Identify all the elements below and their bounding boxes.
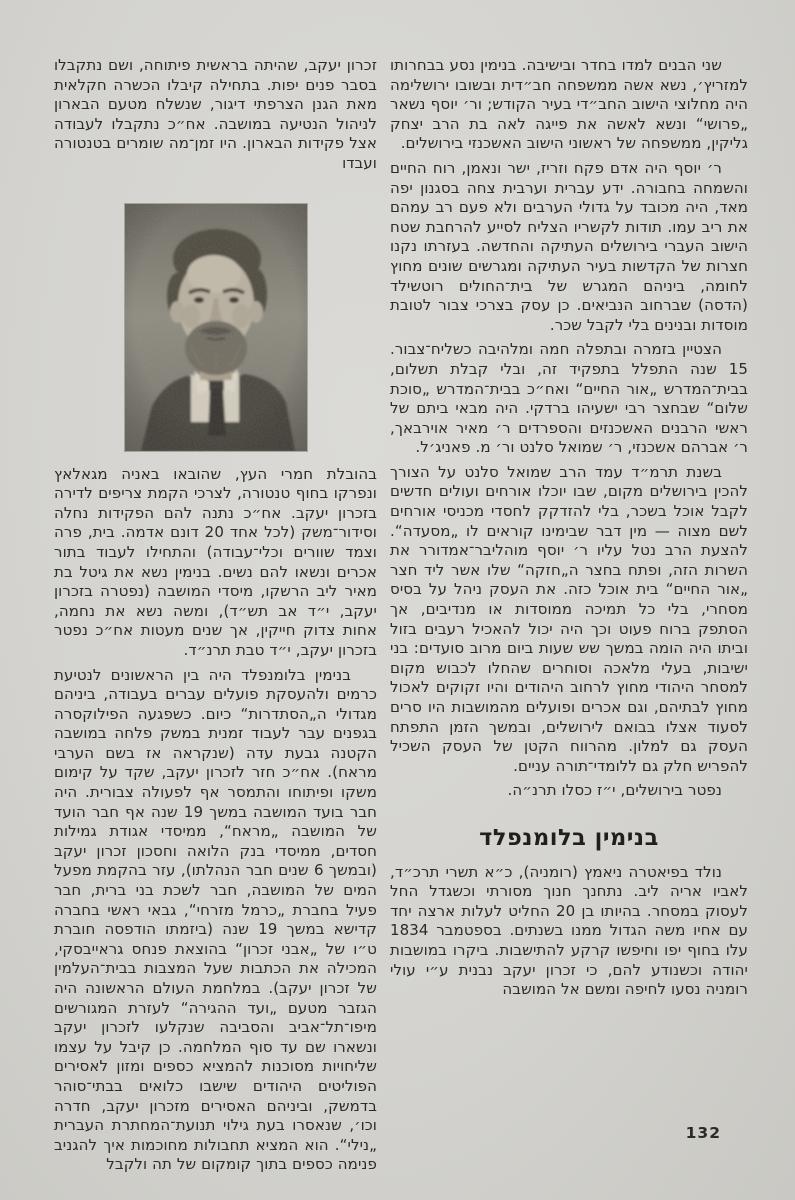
paragraph: ר׳ יוסף היה אדם פקח וזריז, ישר ונאמן, רוח החיים והשמחה בחבורה. ידע עברית וערבית צחה בסגנון יפה מאד, היה מכובד על גדולי הערבים ולא פעם רב עמהם את ריב עמו. תודות לקשריו הצליח לסייע להרחבת שטח הישוב העברי בירושלים העתיקה והחדשה. בעזרתו נקנו חצרות של הקדשות בעיר העתיקה ומגרשים שונים מחוץ לחומה, ביניהם המגרש של בית־החולים רוטשילד (הדסה) שברחוב הנביאים. כן עסק בצרכי צבור לטובת מוסדות ובנינים בלי לקבל שכר.	[390, 158, 748, 334]
paragraph: בנימין בלומנפלד היה בין הראשונים לנטיעת כרמים ולהעסקת פועלים עברים בעבודה, ביניהם מגדולי ה„הסתדרות“ כיום. כשפגעה הפילוקסרה בגפנים עבר לעבוד זמנית במשק פלחה במושבה הקטנה גבעת עדה (שנקראה אז בשם הערבי מראח). אח״כ חזר לזכרון יעקב, שקד על קימום משקו ופיתוחו והתמסר אף לפעולה צבורית. היה חבר בועד המושבה במשך 19 שנה אף חבר הועד של המושבה „מראח“, ממיסדי אגודת גמילות חסדים, ממיסדי בנק הלואה וחסכון זכרון יעקב (ובמשך 6 שנים חבר הנהלתו), עזר בהקמת מפעל המים של המושבה, חבר לשכת בני ברית, חבר פעיל בחברת „כרמל מזרחי“, גבאי ראשי בחברה קדישא במשך 19 שנה (ביזמתו הודפסה חוברת ט״ו של „אבני זכרון“ בהוצאת פנחס גראייבסקי, המכילה את הכתבות שעל המצבות בבית־העלמין של זכרון יעקב). במלחמת העולם הראשונה היה הגזבר מטעם „ועד ההגירה“ לעזרת המגורשים מיפו־תל־אביב והסביבה שנקלעו לזכרון יעקב ונשארו שם עד סוף המלחמה. כן קיבל על עצמו שליחויות מסוכנות להמציא כספים ומזון לאסירים הפוליטים היהודים שישבו כלואים בבתי־סוהר בדמשק, וביניהם האסירים מזכרון יעקב, חדרה וכו׳, שנאסרו בעת גילוי תנועת־המחתרת העברית „נילי“. הוא המציא תחבולות מחוכמות איך להגניב פנימה כספים בתוך קומקום של תה ולקבל	[54, 665, 378, 1174]
right-column	[390, 56, 748, 1000]
paragraph: זכרון יעקב, שהיתה בראשית פיתוחה, ושם נתקבלו בסבר פנים יפות. בתחילה קיבלו הכשרה חקלאית מאת הגנן הצרפתי דיגור, שנשלח מטעם הבארון לניהול הנטיעה במושבה. אח״כ נתקבלו לעבודה אצל פקידות הבארון. היו זמן־מה שומרים בטנטורה ועבדו	[54, 56, 377, 172]
paragraph: בהובלת חמרי העץ, שהובאו באניה מגאלאץ ונפרקו בחוף טנטורה, לצרכי הקמת צריפים לדירה בזכרון יעקב. אח״כ נתנה להם הפקידות נחלה וסידור־משק (לכל אחד 20 דונם אדמה. בית, פרה וצמד שוורים וכלי־עבודה) והתחילו לעבוד בתור אכרים ונשאו להם נשים. בנימין נשא את גיטל בת מאיר ליב הרשקו, מיסדי המושבה (נפטרה בזכרון יעקב, י״ד אב תש״ד), ומשה נשא את נחמה, אחות צדוק חייקין, אך שנים מעטות אח״כ נפטר בזכרון יעקב, י״ד טבת תרנ״ד.	[54, 464, 377, 659]
portrait-illustration	[125, 204, 307, 451]
left-column	[54, 56, 377, 1175]
page-number: 132	[685, 1124, 721, 1142]
paragraph: שני הבנים למדו בחדר ובישיבה. בנימין נסע בבחרותו למזריץ׳, נשא אשה ממשפחה חב״דית ובשובו ירושלימה היה מחלוצי הישוב החב״די בעיר הקודש; ור׳ יוסף נשאר „פרושי“ ונשא לאשה את פייגה לאה בת הרב יצחק גליקין, ממשפחה של ראשוני הישוב האשכנזי בירושלים.	[390, 56, 748, 153]
portrait-photo	[125, 204, 307, 451]
paragraph: הצטיין בזמרה ובתפלה חמה ומלהיבה כשליח־צבור. 15 שנה התפלל בתפקיד זה, ובלי קבלת תשלום, בבית־המדרש „אור החיים“ ואח״כ בבית־המדרש „סוכת שלום“ שבחצר רבי ישעיהו ברדקי. היה מבאי ביתם של ראשי הרבנים האשכנזים והספרדים ר׳ מאיר אוירבאך, ר׳ אברהם אשכנזי, ר׳ שמואל סלנט ור׳ מ. פאניג׳ל.	[390, 340, 748, 457]
paragraph: נולד בפיאטרה ניאמץ (רומניה), כ״א תשרי תרכ״ד, לאביו אריה ליב. נתחנך חנוך מסורתי וכשגדל החל לעסוק במסחר. בהיותו בן 20 החליט לעלות ארצה יחד עם אחיו משה הגדול ממנו בשנתים. בספטמבר 1834 עלו בחוף יפו וחיפשו קרקע להתישבות. ביקרו במושבות יהודה וכשנודע להם, כי זכרון יעקב נבנית ע״י עולי רומניה נסעו לחיפה ומשם אל המושבה	[390, 862, 748, 999]
death-date-line: נפטר בירושלים, י״ז כסלו תרנ״ה.	[507, 781, 722, 800]
paragraph: בשנת תרמ״ד עמד הרב שמואל סלנט על הצורך להכין בירושלים מקום, שבו יוכלו אורחים ועולים חדשים לקבל אוכל בשכר, בלי להזדקק לחסדי מכניסי אורחים לשם מצוה — מין דבר שבימינו קוראים לו „מסעדה“. להצעת הרב נטל עליו ר׳ יוסף מוהליבר־אמדורר את השרות הזה, ופתח בחצר ה„חזקה“ שלו אשר ליד חצר „אור החיים“ בית אוכל כזה. את העסק ניהל על בסיס מסחרי, בלי כל תמיכה ממוסדות או מנדיבים, אך הסתפק ברוח פעוט וכך היה יכול להאכיל רעבים בזול וביתו היה הומה במשך שש שעות ביום מרוב סועדים: בני ישיבות, בעלי מלאכה וסוחרים שהחלו לכבוש מקום למסחר היהודי מחוץ לרחוב היהודים והיו זקוקים לאכול מחוץ לבתיהם, וגם אכרים ופועלים מהמושבות היו סרים לסעוד אצלו בבואם לירושלים, ובמשך הזמן התפתח העסק גם למלון. מהרווח הקטן של העסק השכיל להפריש חלק גם ללומדי־תורה עניים.	[390, 462, 748, 775]
section-heading: בנימין בלומנפלד	[479, 824, 659, 851]
